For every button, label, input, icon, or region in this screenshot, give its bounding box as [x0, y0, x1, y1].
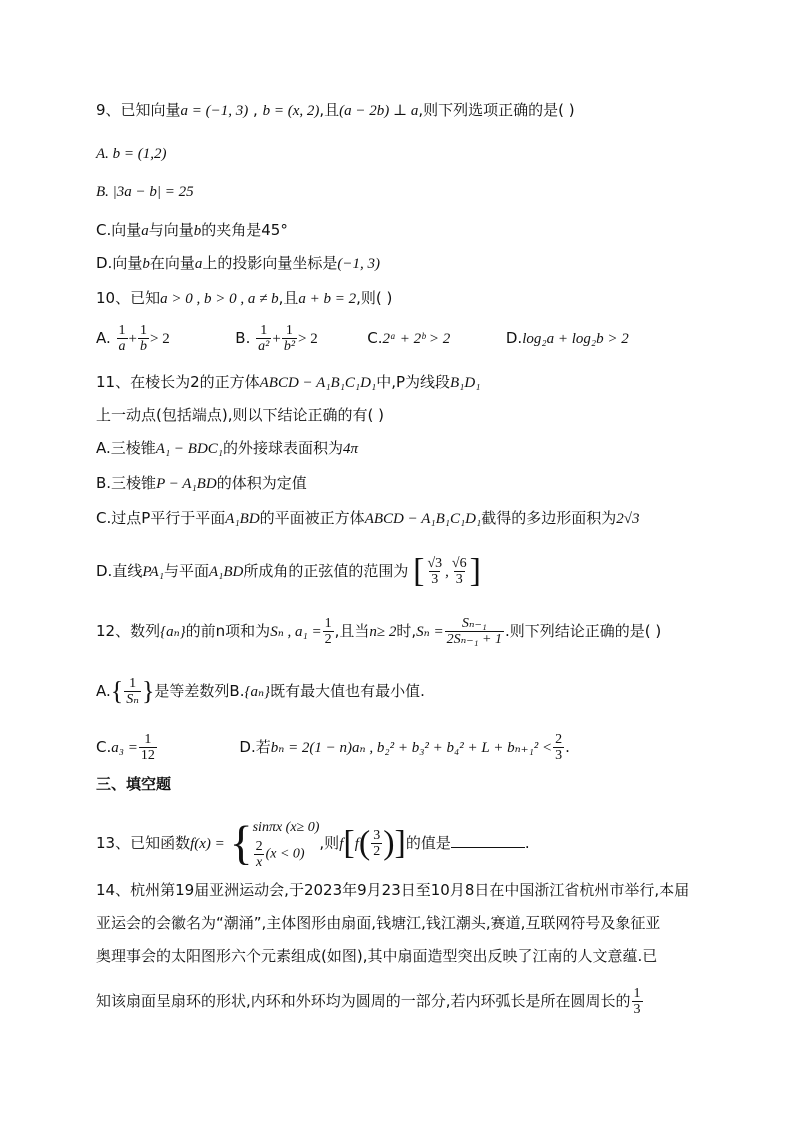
q13-stem: 13、已知函数f(x) = { sinπx (x≥ 0) $\frac{2}{x}$ (x < 0) ,则f[f( $\frac{3}{2}$ )]的值是 . — [96, 816, 530, 870]
q9-option-d: D.向量b在向量a上的投影向量坐标是(−1, 3) — [96, 254, 380, 272]
q11-stem: 11、在棱长为2的正方体ABCD − A₁B₁C₁D₁中,P为线段B₁D₁ — [96, 373, 481, 391]
q10-options: A. $\frac{1}{a}$ + $\frac{1}{b}$ > 2 B. $\frac{1}{\text{a²}}$ + $\frac{1}{\text{b²}}$ > 2 C.2ᵃ + 2ᵇ > 2 D.log₂a + log₂b > 2 — [96, 323, 629, 354]
section-title-fill-in: 三、填空题 — [96, 775, 172, 793]
q14-line-1: 14、杭州第19届亚洲运动会,于2023年9月23日至10月8日在中国浙江省杭州市举行,本届 — [96, 881, 690, 899]
q14-line-4: 知该扇面呈扇环的形状,内环和外环均为圆周的一部分,若内环弧长是所在圆周长的 $\frac{1}{3}$ — [96, 986, 641, 1017]
q14-line-2: 亚运会的会徽名为“潮涌”,主体图形由扇面,钱塘江,钱江潮头,赛道,互联网符号及象征亚 — [96, 914, 661, 932]
q11-option-d: D.直线PA₁与平面A₁BD所成角的正弦值的范围为 [ $\frac{√3}{3}$ , $\frac{√6}{3}$ ] — [96, 552, 481, 590]
q9-option-c: C.向量a与向量b的夹角是45° — [96, 221, 288, 239]
answer-blank[interactable] — [451, 833, 525, 848]
q9-option-a: A. b = (1,2) — [96, 146, 167, 162]
q12-options-cd: C.a₃ = $\frac{1}{12}$ D.若bₙ = 2(1 − n)aₙ , b₂² + b₃² + b₄² + L + bₙ₊₁² < $\frac{2}{3}$ . — [96, 732, 570, 763]
q9-option-b: B. |3a − b| = 25 — [96, 184, 194, 200]
q11-stem-2: 上一动点(包括端点),则以下结论正确的有( ) — [96, 406, 384, 424]
q11-option-a: A.三棱锥A₁ − BDC₁的外接球表面积为4π — [96, 439, 359, 457]
q12-stem: 12、数列{aₙ}的前n项和为Sₙ , a₁ = $\frac{1}{2}$ ,且当n≥ 2时,Sₙ = $\frac{\text{Sₙ₋₁}}{\text{2Sₙ₋₁ + 1}}$ .则下列结论正确的是( ) — [96, 616, 662, 647]
q10-stem: 10、已知a > 0 , b > 0 , a ≠ b,且a + b = 2,则( ) — [96, 289, 393, 307]
q11-option-c: C.过点P平行于平面A₁BD的平面被正方体ABCD − A₁B₁C₁D₁截得的多边形面积为2√3 — [96, 509, 640, 527]
q12-options-ab: A.{ $\frac{1}{\text{Sₙ}}$ }是等差数列B.{aₙ}既有最大值也有最小值. — [96, 676, 425, 707]
q14-line-3: 奥理事会的太阳图形六个元素组成(如图),其中扇面造型突出反映了江南的人文意蕴.已 — [96, 947, 658, 965]
q9-stem: 9、已知向量a = (−1, 3) , b = (x, 2),且(a − 2b) ⊥ a,则下列选项正确的是( ) — [96, 101, 575, 119]
q11-option-b: B.三棱锥P − A₁BD的体积为定值 — [96, 474, 307, 492]
